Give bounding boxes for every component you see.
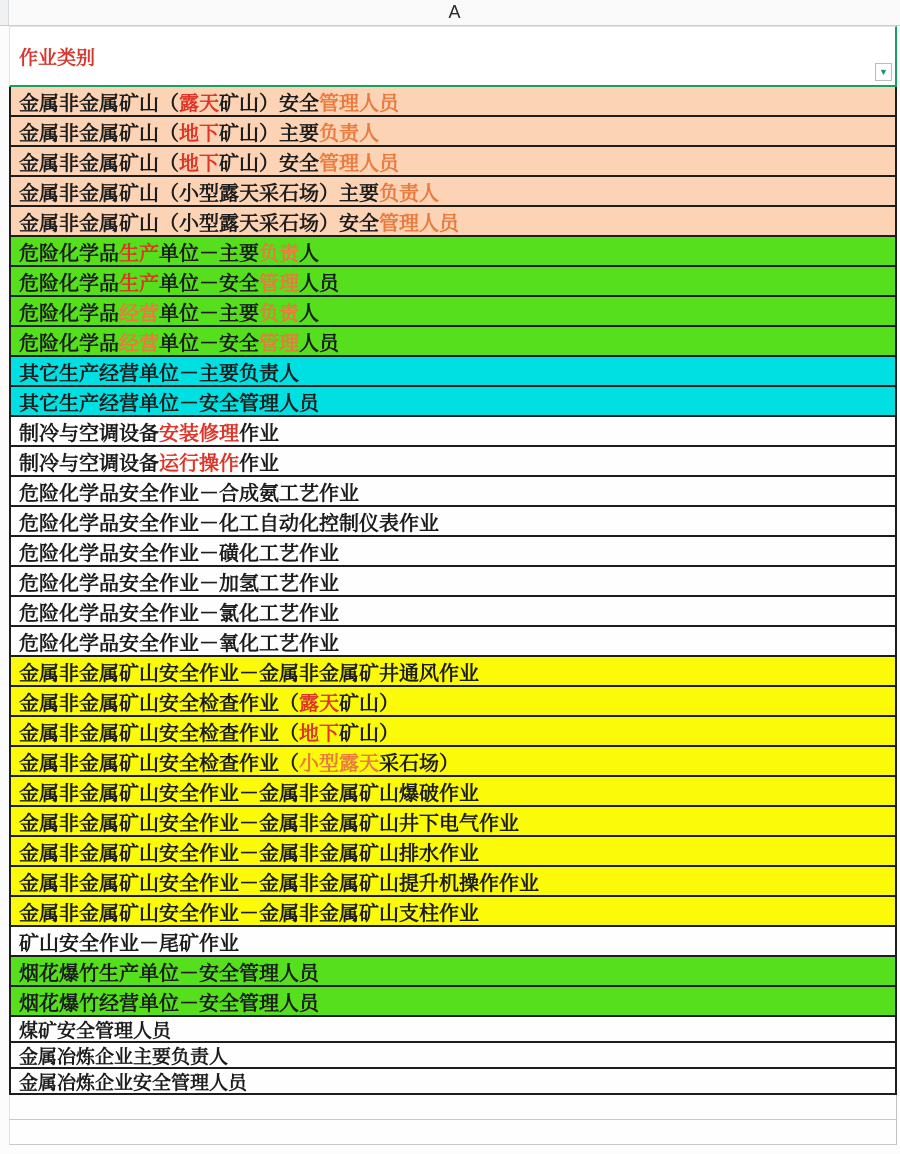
cell-text-segment: 危险化学品安全作业－磺化工艺作业: [19, 542, 339, 565]
cell-text-segment: 金属冶炼企业主要负责人: [19, 1046, 229, 1068]
cell-text-segment: 生产: [119, 272, 159, 295]
cell-text-segment: 金属非金属矿山（: [19, 152, 179, 175]
cell-text-segment: 安装修理: [159, 422, 239, 445]
table-row[interactable]: [9, 327, 897, 357]
cell-text-segment: 金属冶炼企业安全管理人员: [19, 1072, 248, 1094]
cell-text-segment: 运行操作: [159, 452, 239, 475]
table-row[interactable]: [9, 477, 897, 507]
cell-text-segment: 金属非金属矿山安全作业－金属非金属矿山支柱作业: [19, 902, 479, 925]
cell-text-segment: 金属非金属矿山安全检查作业（: [19, 752, 299, 775]
cell-text-segment: 金属非金属矿山（: [19, 122, 179, 145]
cell-text-segment: 管理: [259, 272, 299, 295]
cell-text-segment: 危险化学品安全作业－化工自动化控制仪表作业: [19, 512, 439, 535]
cell-text-segment: 采石场）: [379, 752, 459, 775]
cell-text-segment: 小型露天: [299, 752, 379, 775]
table-row[interactable]: [9, 687, 897, 717]
table-row[interactable]: [9, 147, 897, 177]
table-row[interactable]: [9, 1017, 897, 1043]
cell-text-segment: 作业: [239, 452, 279, 475]
filter-dropdown-button[interactable]: [875, 63, 892, 81]
table-row[interactable]: [9, 507, 897, 537]
cell-text-segment: 单位－安全: [159, 272, 259, 295]
cell-text-segment: 金属非金属矿山（小型露天采石场）安全: [19, 212, 379, 235]
table-row[interactable]: [9, 717, 897, 747]
table-row[interactable]: [9, 987, 897, 1017]
table-row[interactable]: [9, 807, 897, 837]
cell-text-segment: 其它生产经营单位－主要负责人: [19, 362, 299, 385]
table-row[interactable]: [9, 897, 897, 927]
cell-text-segment: 负责: [259, 242, 299, 265]
cell-text-segment: 危险化学品: [19, 332, 119, 355]
cell-text-segment: 金属非金属矿山（: [19, 92, 179, 115]
table-row[interactable]: [9, 117, 897, 147]
cell-text-segment: 危险化学品安全作业－氯化工艺作业: [19, 602, 339, 625]
cell-text-segment: 危险化学品: [19, 272, 119, 295]
cell-text-segment: 露天: [299, 692, 339, 715]
cell-text-segment: 危险化学品: [19, 242, 119, 265]
cell-text-segment: 危险化学品安全作业－加氢工艺作业: [19, 572, 339, 595]
cell-text-segment: 金属非金属矿山安全作业－金属非金属矿山排水作业: [19, 842, 479, 865]
cell-text-segment: 制冷与空调设备: [19, 452, 159, 475]
column-header-strip: [0, 0, 900, 26]
cell-text-segment: 制冷与空调设备: [19, 422, 159, 445]
table-row[interactable]: [9, 237, 897, 267]
cell-text-segment: 管理: [259, 332, 299, 355]
cell-text-segment: 经营: [119, 332, 159, 355]
cell-text-segment: 危险化学品安全作业－氧化工艺作业: [19, 632, 339, 655]
cell-text-segment: 生产: [119, 242, 159, 265]
cell-text-segment: 金属非金属矿山安全检查作业（: [19, 722, 299, 745]
cell-text-segment: 矿山）: [339, 692, 399, 715]
cell-text-segment: 管理人员: [319, 92, 399, 115]
cell-text-segment: 金属非金属矿山安全作业－金属非金属矿山提升机操作作业: [19, 872, 539, 895]
cell-text-segment: 露天: [179, 92, 219, 115]
cell-text-segment: 矿山）: [339, 722, 399, 745]
cell-text-segment: 金属非金属矿山安全作业－金属非金属矿山爆破作业: [19, 782, 479, 805]
cell-text-segment: 人: [299, 242, 319, 265]
table-row[interactable]: [9, 1043, 897, 1069]
table-row[interactable]: [9, 297, 897, 327]
cell-text-segment: 危险化学品安全作业－合成氨工艺作业: [19, 482, 359, 505]
empty-row[interactable]: [9, 1120, 897, 1145]
table-row[interactable]: [9, 867, 897, 897]
table-row[interactable]: [9, 537, 897, 567]
cell-text-segment: 矿山）安全: [219, 152, 319, 175]
table-row[interactable]: [9, 387, 897, 417]
cell-text-segment: 烟花爆竹生产单位－安全管理人员: [19, 962, 319, 985]
cell-text-segment: 地下: [179, 122, 219, 145]
cell-text-segment: 烟花爆竹经营单位－安全管理人员: [19, 992, 319, 1015]
cell-text-segment: 矿山）主要: [219, 122, 319, 145]
cell-text-segment: 单位－主要: [159, 302, 259, 325]
table-row[interactable]: [9, 597, 897, 627]
cell-text-segment: 人员: [299, 272, 339, 295]
triangle-down-icon: ▼: [879, 66, 888, 77]
cell-text-segment: 负责人: [319, 122, 379, 145]
table-row[interactable]: [9, 927, 897, 957]
cell-text-segment: 人: [299, 302, 319, 325]
cell-text-segment: 矿山安全作业－尾矿作业: [19, 932, 239, 955]
table-row[interactable]: [9, 657, 897, 687]
table-row[interactable]: [9, 957, 897, 987]
table-row[interactable]: [9, 417, 897, 447]
table-row[interactable]: [9, 177, 897, 207]
table-row[interactable]: [9, 837, 897, 867]
column-header-a[interactable]: A: [448, 2, 461, 22]
table-row[interactable]: [9, 267, 897, 297]
cell-text-segment: 管理人员: [379, 212, 459, 235]
cell-text-segment: 金属非金属矿山安全作业－金属非金属矿山井下电气作业: [19, 812, 519, 835]
table-row[interactable]: [9, 1069, 897, 1095]
header-cell-label: 作业类别: [19, 47, 96, 69]
table-row[interactable]: [9, 207, 897, 237]
table-row[interactable]: [9, 777, 897, 807]
table-row[interactable]: [9, 447, 897, 477]
table-row[interactable]: [9, 87, 897, 117]
cell-text-segment: 金属非金属矿山安全检查作业（: [19, 692, 299, 715]
cell-text-segment: 矿山）安全: [219, 92, 319, 115]
cell-text-segment: 地下: [299, 722, 339, 745]
cell-text-segment: 单位－主要: [159, 242, 259, 265]
table-row[interactable]: [9, 627, 897, 657]
cell-text-segment: 其它生产经营单位－安全管理人员: [19, 392, 319, 415]
cell-text-segment: 煤矿安全管理人员: [19, 1020, 172, 1042]
table-row[interactable]: [9, 747, 897, 777]
table-row[interactable]: [9, 567, 897, 597]
cell-text-segment: 负责人: [379, 182, 439, 205]
cell-text-segment: 经营: [119, 302, 159, 325]
worksheet-rows: [9, 87, 897, 1145]
header-cell-a1[interactable]: [9, 26, 897, 87]
sheet-corner: [0, 0, 9, 25]
cell-text-segment: 负责: [259, 302, 299, 325]
cell-text-segment: 作业: [239, 422, 279, 445]
cell-text-segment: 单位－安全: [159, 332, 259, 355]
cell-text-segment: 金属非金属矿山安全作业－金属非金属矿井通风作业: [19, 662, 479, 685]
table-row[interactable]: [9, 357, 897, 387]
cell-text-segment: 金属非金属矿山（小型露天采石场）主要: [19, 182, 379, 205]
cell-text-segment: 地下: [179, 152, 219, 175]
cell-text-segment: 管理人员: [319, 152, 399, 175]
empty-row[interactable]: [9, 1095, 897, 1120]
cell-text-segment: 人员: [299, 332, 339, 355]
cell-text-segment: 危险化学品: [19, 302, 119, 325]
